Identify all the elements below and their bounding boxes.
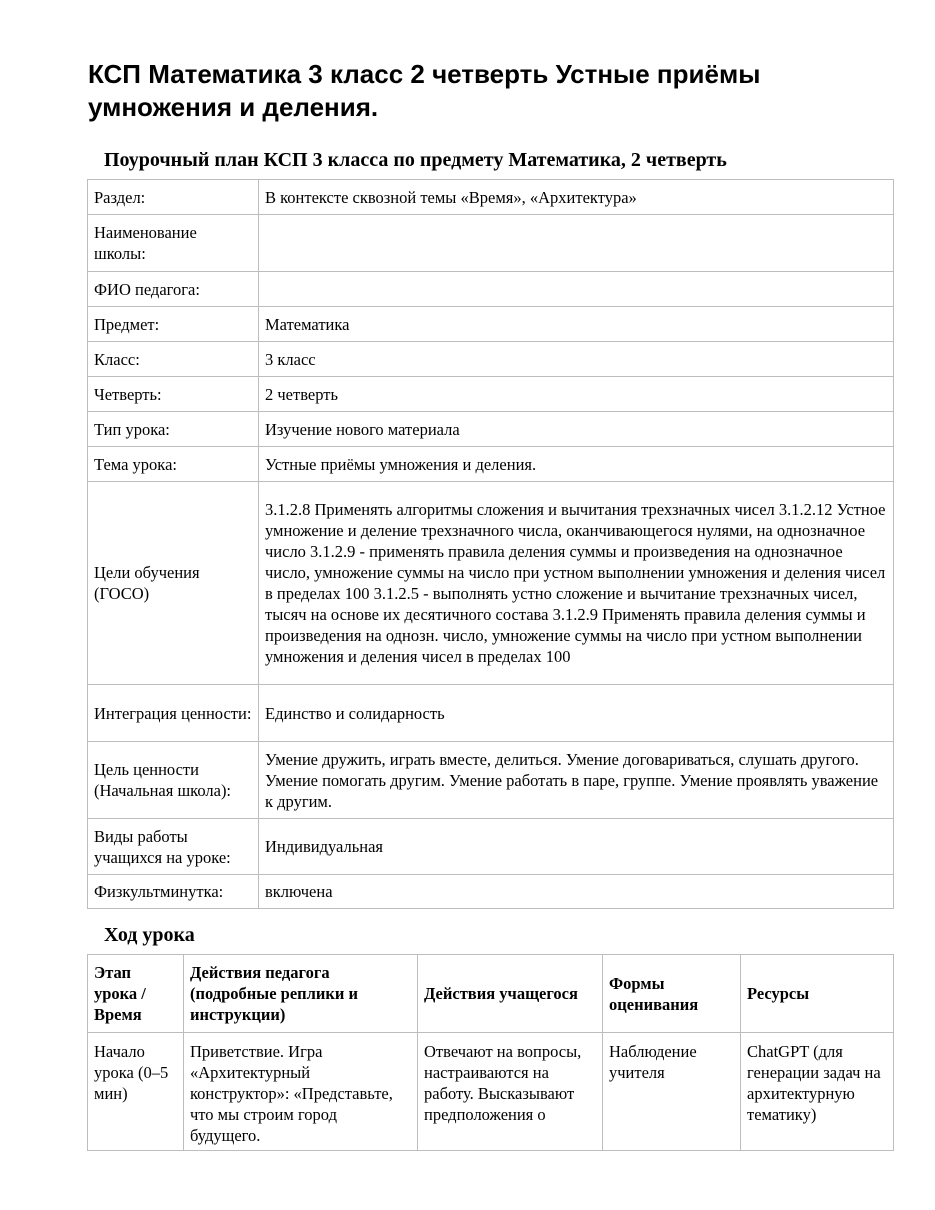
row-label: Класс:: [88, 342, 259, 377]
table-row: [88, 875, 894, 909]
row-label: Четверть:: [88, 377, 259, 412]
table-row: [88, 307, 894, 342]
row-value: Изучение нового материала: [259, 412, 894, 447]
column-header: Ресурсы: [741, 955, 894, 1033]
column-header: Действия педагога (подробные реплики и инструкции): [184, 955, 418, 1033]
page-title: КСП Математика 3 класс 2 четверть Устные приёмы умножения и деления.: [88, 59, 761, 122]
row-label: Физкультминутка:: [88, 875, 259, 909]
row-value: 3.1.2.8 Применять алгоритмы сложения и вычитания трехзначных чисел 3.1.2.12 Устное умножение и деление трехзначного числа, оканчивающегося нулями, на однозначное число 3.1.2.9 - применять правила деления суммы и произведения на однозначное число, умножение суммы на число при устном выполнении умножения и деления чисел в пределах 100 3.1.2.5 - выполнять устно сложение и вычитание трехзначных чисел, тысяч на основе их десятичного состава 3.1.2.9 Применять правила деления суммы и произведения на однозн. число, умножение суммы на число при устном выполнении умножения и деления чисел в пределах 100: [259, 482, 894, 685]
table-row: [88, 482, 894, 685]
plan-subtitle: Поурочный план КСП 3 класса по предмету Математика, 2 четверть: [104, 149, 727, 171]
table-row: [88, 180, 894, 215]
row-label: Раздел:: [88, 180, 259, 215]
row-value: Единство и солидарность: [259, 685, 894, 742]
column-header: Формы оценивания: [603, 955, 741, 1033]
table-row: [88, 412, 894, 447]
row-label: Тема урока:: [88, 447, 259, 482]
row-label: Интеграция ценности:: [88, 685, 259, 742]
section-title: Ход урока: [104, 924, 195, 946]
row-label: Цели обучения (ГОСО): [88, 482, 259, 685]
table-row: [88, 272, 894, 307]
row-value: 3 класс: [259, 342, 894, 377]
table-row: [88, 742, 894, 819]
table-cell: Начало урока (0–5 мин): [88, 1033, 184, 1151]
lesson-progress-table: [87, 954, 894, 1151]
table-row: [88, 215, 894, 272]
row-label: Тип урока:: [88, 412, 259, 447]
table-row: [88, 819, 894, 875]
column-header: Этап урока / Время: [88, 955, 184, 1033]
row-label: Цель ценности (Начальная школа):: [88, 742, 259, 819]
lesson-info-table: [87, 179, 894, 909]
row-value: Математика: [259, 307, 894, 342]
row-label: Предмет:: [88, 307, 259, 342]
table-row: [88, 685, 894, 742]
column-header: Действия учащегося: [418, 955, 603, 1033]
row-value: В контексте сквозной темы «Время», «Архитектура»: [259, 180, 894, 215]
row-value: [259, 272, 894, 307]
row-value: Умение дружить, играть вместе, делиться. Умение договариваться, слушать другого. Умение помогать другим. Умение работать в паре, группе. Умение проявлять уважение к другим.: [259, 742, 894, 819]
table-row: [88, 377, 894, 412]
row-label: ФИО педагога:: [88, 272, 259, 307]
table-cell: ChatGPT (для генерации задач на архитектурную тематику): [741, 1033, 894, 1151]
row-value: Индивидуальная: [259, 819, 894, 875]
table-cell: Наблюдение учителя: [603, 1033, 741, 1151]
table-row: [88, 1033, 894, 1151]
row-label: Виды работы учащихся на уроке:: [88, 819, 259, 875]
row-value: [259, 215, 894, 272]
row-value: 2 четверть: [259, 377, 894, 412]
table-header-row: [88, 955, 894, 1033]
row-label: Наименование школы:: [88, 215, 259, 272]
table-cell: Приветствие. Игра «Архитектурный конструктор»: «Представьте, что мы строим город будущего.: [184, 1033, 418, 1151]
table-row: [88, 447, 894, 482]
table-row: [88, 342, 894, 377]
table-cell: Отвечают на вопросы, настраиваются на работу. Высказывают предположения о: [418, 1033, 603, 1151]
row-value: Устные приёмы умножения и деления.: [259, 447, 894, 482]
row-value: включена: [259, 875, 894, 909]
